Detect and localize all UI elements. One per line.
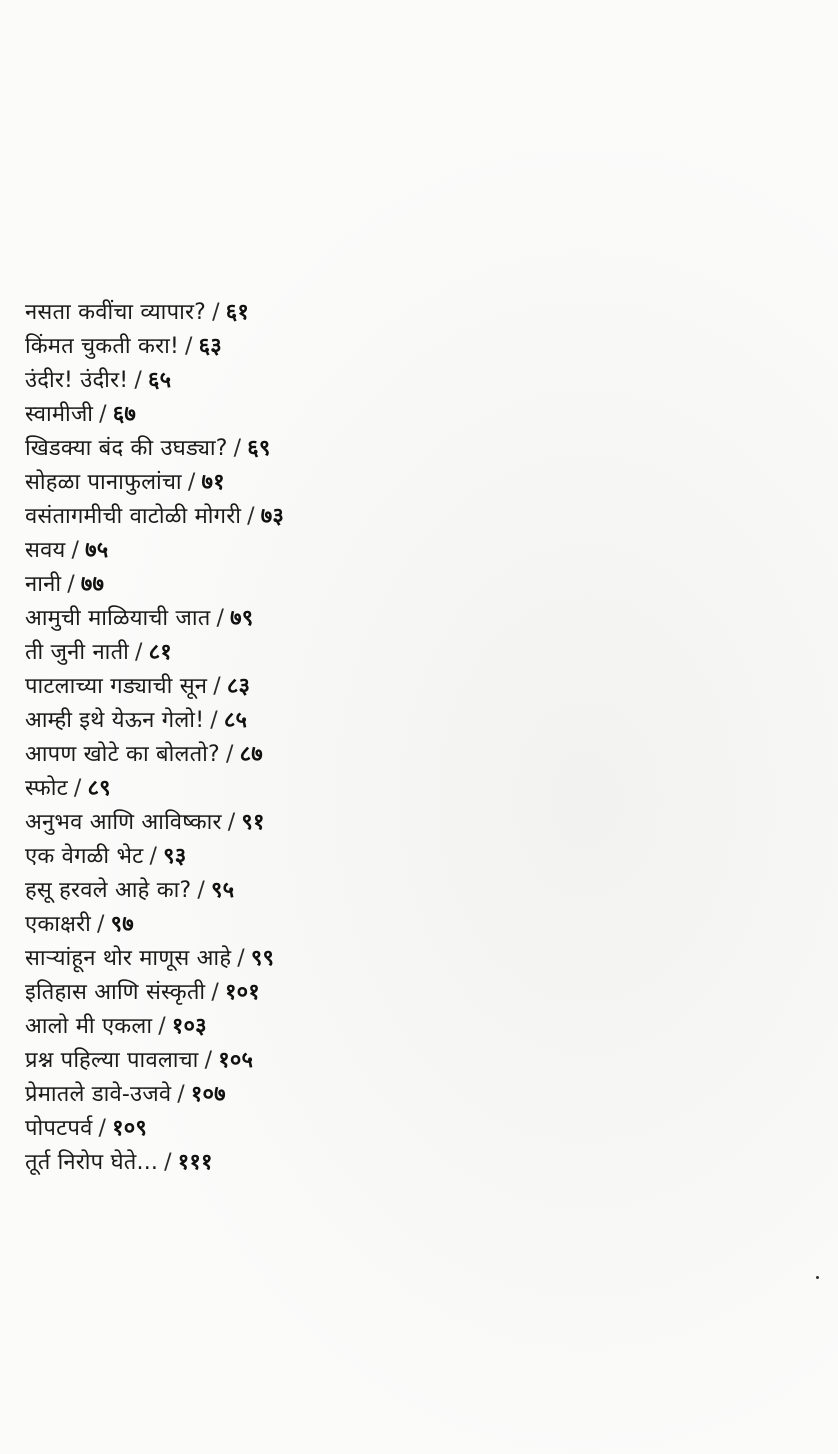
- toc-entry[interactable]: [25, 568, 745, 602]
- toc-page-number: १०९: [112, 1116, 148, 1141]
- toc-entry-title: खिडक्या बंद की उघड्या?: [25, 436, 228, 461]
- toc-page-number: ८५: [223, 708, 248, 733]
- toc-separator: /: [97, 912, 105, 937]
- toc-separator: /: [213, 674, 221, 699]
- ink-speck: [816, 1276, 819, 1279]
- toc-page-number: ७७: [80, 572, 105, 597]
- toc-entry[interactable]: [25, 908, 745, 942]
- toc-entry-title: ती जुनी नाती: [25, 640, 130, 665]
- table-of-contents: [25, 296, 745, 1180]
- toc-page-number: १११: [177, 1150, 213, 1175]
- toc-page-number: ७३: [260, 504, 285, 529]
- toc-page-number: ८१: [148, 640, 172, 665]
- toc-entry[interactable]: [25, 534, 745, 568]
- toc-page-number: १०५: [218, 1048, 254, 1073]
- toc-separator: /: [67, 572, 75, 597]
- toc-entry-title: आपण खोटे का बोलतो?: [25, 742, 220, 767]
- toc-page-number: १०७: [190, 1082, 226, 1107]
- toc-page-number: १०३: [171, 1014, 207, 1039]
- toc-separator: /: [135, 640, 143, 665]
- toc-entry-title: एकाक्षरी: [25, 912, 92, 937]
- toc-entry-title: इतिहास आणि संस्कृती: [25, 980, 206, 1005]
- toc-entry[interactable]: [25, 874, 745, 908]
- toc-separator: /: [73, 776, 82, 801]
- toc-entry[interactable]: [25, 432, 745, 466]
- toc-page-number: ६९: [247, 436, 271, 461]
- toc-entry[interactable]: [25, 500, 745, 534]
- toc-page-number: ९९: [250, 946, 275, 971]
- toc-entry-title: स्वामीजी: [25, 402, 94, 427]
- toc-entry[interactable]: [25, 976, 745, 1010]
- toc-page-number: ६५: [147, 368, 172, 393]
- toc-entry[interactable]: [25, 330, 745, 364]
- toc-entry[interactable]: [25, 364, 745, 398]
- toc-page-number: १०१: [224, 980, 260, 1005]
- toc-page-number: ६१: [225, 300, 249, 325]
- toc-separator: /: [185, 334, 193, 359]
- toc-entry[interactable]: [25, 602, 745, 636]
- toc-entry[interactable]: [25, 1146, 745, 1180]
- toc-separator: /: [164, 1150, 172, 1175]
- toc-separator: /: [134, 368, 142, 393]
- toc-entry[interactable]: [25, 636, 745, 670]
- toc-separator: /: [211, 980, 219, 1005]
- toc-separator: /: [177, 1082, 185, 1107]
- toc-entry-title: आलो मी एकला: [25, 1014, 153, 1039]
- toc-entry[interactable]: [25, 840, 745, 874]
- toc-entry[interactable]: [25, 670, 745, 704]
- toc-entry[interactable]: [25, 1078, 745, 1112]
- toc-page-number: ९३: [163, 844, 187, 869]
- toc-entry-title: उंदीर! उंदीर!: [25, 368, 129, 393]
- toc-page-number: ७५: [85, 538, 109, 563]
- toc-page-number: ८९: [87, 776, 111, 801]
- toc-entry-title: सोहळा पानाफुलांचा: [25, 470, 182, 495]
- toc-entry[interactable]: [25, 704, 745, 738]
- toc-entry[interactable]: [25, 1112, 745, 1146]
- toc-entry[interactable]: [25, 738, 745, 772]
- toc-separator: /: [212, 300, 220, 325]
- toc-entry-title: किंमत चुकती करा!: [25, 334, 179, 359]
- toc-entry-title: सवय: [25, 538, 66, 563]
- toc-entry[interactable]: [25, 466, 745, 500]
- toc-separator: /: [197, 878, 206, 903]
- toc-entry-title: अनुभव आणि आविष्कार: [25, 810, 222, 835]
- toc-separator: /: [204, 1048, 213, 1073]
- toc-entry[interactable]: [25, 296, 745, 330]
- toc-entry[interactable]: [25, 1044, 745, 1078]
- toc-entry-title: एक वेगळी भेट: [25, 844, 144, 869]
- toc-entry-title: पाटलाच्या गड्याची सून: [25, 674, 208, 699]
- toc-separator: /: [227, 810, 236, 835]
- toc-entry-title: आमुची माळियाची जात: [25, 606, 211, 631]
- toc-page-number: ७९: [230, 606, 254, 631]
- toc-page-number: ८७: [239, 742, 263, 767]
- toc-page-number: ९५: [211, 878, 235, 903]
- toc-entry-title: नसता कवींचा व्यापार?: [25, 300, 207, 325]
- toc-separator: /: [158, 1014, 166, 1039]
- toc-entry-title: तूर्त निरोप घेते...: [25, 1150, 159, 1175]
- toc-page-number: ७१: [201, 470, 225, 495]
- toc-entry-title: प्रेमातले डावे-उजवे: [25, 1082, 172, 1107]
- toc-separator: /: [247, 504, 255, 529]
- toc-page-number: ६३: [198, 334, 222, 359]
- toc-separator: /: [187, 470, 196, 495]
- toc-entry-title: प्रश्न पहिल्या पावलाचा: [25, 1048, 199, 1073]
- toc-entry[interactable]: [25, 1010, 745, 1044]
- toc-page-number: ९७: [110, 912, 134, 937]
- toc-separator: /: [237, 946, 245, 971]
- toc-separator: /: [149, 844, 158, 869]
- toc-entry[interactable]: [25, 398, 745, 432]
- toc-entry[interactable]: [25, 772, 745, 806]
- toc-separator: /: [210, 708, 218, 733]
- toc-page-number: ९१: [241, 810, 265, 835]
- toc-entry-title: वसंतागमीची वाटोळी मोगरी: [25, 504, 242, 529]
- toc-entry[interactable]: [25, 806, 745, 840]
- toc-page-number: ६७: [112, 402, 137, 427]
- toc-separator: /: [71, 538, 80, 563]
- toc-entry[interactable]: [25, 942, 745, 976]
- toc-entry-title: साऱ्यांहून थोर माणूस आहे: [25, 946, 232, 971]
- toc-entry-title: हसू हरवले आहे का?: [25, 878, 192, 903]
- toc-entry-title: स्फोट: [25, 776, 68, 801]
- toc-entry-title: आम्ही इथे येऊन गेलो!: [25, 708, 205, 733]
- toc-entry-title: नानी: [25, 572, 62, 597]
- toc-separator: /: [225, 742, 234, 767]
- toc-separator: /: [98, 1116, 107, 1141]
- toc-entry-title: पोपटपर्व: [25, 1116, 93, 1141]
- toc-separator: /: [216, 606, 225, 631]
- toc-page-number: ८३: [226, 674, 251, 699]
- toc-separator: /: [233, 436, 242, 461]
- toc-separator: /: [99, 402, 107, 427]
